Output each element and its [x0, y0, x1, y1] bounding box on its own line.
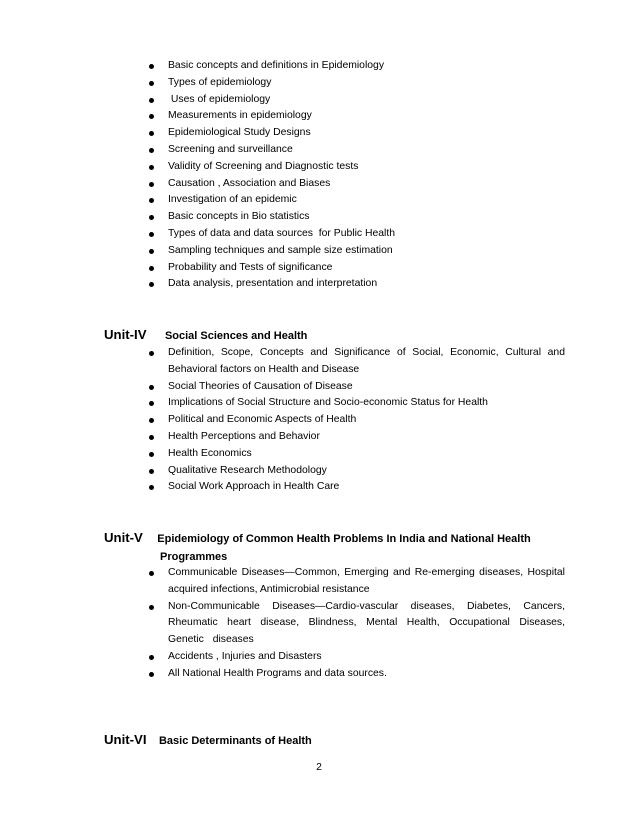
unit-iv-heading	[104, 326, 574, 344]
list-item: Investigation of an epidemic	[147, 192, 565, 209]
unit-title: Basic Determinants of Health	[158, 735, 312, 747]
list-item: Probability and Tests of significance	[147, 260, 565, 277]
list-item: Measurements in epidemiology	[147, 108, 565, 125]
list-item: Political and Economic Aspects of Health	[147, 412, 565, 429]
list-item: Data analysis, presentation and interpretation	[147, 276, 565, 293]
list-item: Social Theories of Causation of Disease	[147, 379, 565, 396]
list-item: Qualitative Research Methodology	[147, 463, 565, 480]
list-item: Communicable Diseases—Common, Emerging and Re-emerging diseases, Hospital acquired infections, Antimicrobial resistance	[147, 565, 565, 599]
list-item: Types of epidemiology	[147, 75, 565, 92]
list-item: Health Perceptions and Behavior	[147, 429, 565, 446]
list-item: Screening and surveillance	[147, 142, 565, 159]
unit-title-continued: Programmes	[160, 551, 228, 563]
unit-v-heading	[104, 529, 574, 563]
list-item: Epidemiological Study Designs	[147, 125, 565, 142]
list-item: Implications of Social Structure and Socio-economic Status for Health	[147, 395, 565, 412]
unit-iv-topic-list	[147, 345, 565, 496]
list-item: Non-Communicable Diseases—Cardio-vascular diseases, Diabetes, Cancers, Rheumatic heart disease, Blindness, Mental Health, Occupational Diseases, Genetic diseases	[147, 599, 565, 649]
unit-title: Epidemiology of Common Health Problems In India and National Health	[157, 533, 531, 545]
list-item: All National Health Programs and data sources.	[147, 666, 565, 683]
unit-code: Unit-V	[104, 530, 143, 545]
unit-code: Unit-VI	[104, 732, 147, 747]
unit-code: Unit-IV	[104, 327, 147, 342]
list-item: Uses of epidemiology	[147, 92, 565, 109]
page-number: 2	[316, 762, 322, 773]
list-item: Types of data and data sources for Public Health	[147, 226, 565, 243]
list-item: Sampling techniques and sample size estimation	[147, 243, 565, 260]
list-item: Causation , Association and Biases	[147, 176, 565, 193]
list-item: Accidents , Injuries and Disasters	[147, 649, 565, 666]
list-item: Basic concepts in Bio statistics	[147, 209, 565, 226]
unit-v-topic-list	[147, 565, 565, 683]
list-item: Validity of Screening and Diagnostic tests	[147, 159, 565, 176]
unit-vi-heading	[104, 731, 574, 749]
unit-title: Social Sciences and Health	[164, 330, 308, 342]
list-item: Health Economics	[147, 446, 565, 463]
list-item: Basic concepts and definitions in Epidemiology	[147, 58, 565, 75]
epidemiology-topic-list	[147, 58, 565, 293]
list-item: Social Work Approach in Health Care	[147, 479, 565, 496]
list-item: Definition, Scope, Concepts and Significance of Social, Economic, Cultural and Behavioral factors on Health and Disease	[147, 345, 565, 379]
